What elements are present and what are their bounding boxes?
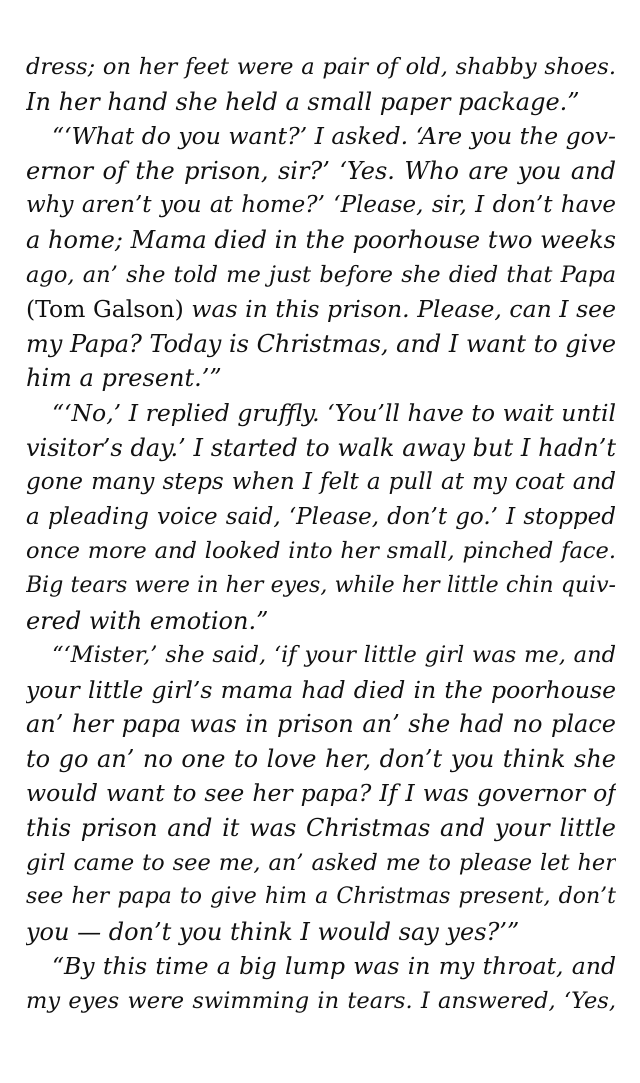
- text-line: ago, an’ she told me just before she died that Papa: [26, 261, 616, 288]
- text-line: “‘Mister,’ she said, ‘if your little girl was me, and: [52, 642, 616, 669]
- text-line: girl came to see me, an’ asked me to please let her: [26, 849, 616, 876]
- name-in-roman: (Tom Galson): [26, 295, 184, 324]
- text-line: a pleading voice said, ‘Please, don’t go.’ I stopped: [26, 503, 616, 530]
- text-line: “‘No,’ I replied gruffly. ‘You’ll have to wait until: [52, 398, 616, 427]
- text-line: you — don’t you think I would say yes?’”: [26, 917, 520, 946]
- text-line: [26, 292, 616, 327]
- text-line: this prison and it was Christmas and your little: [26, 814, 616, 843]
- text-line: my eyes were swimming in tears. I answered, ‘Yes,: [26, 988, 616, 1015]
- text-line: dress; on her feet were a pair of old, shabby shoes.: [26, 54, 616, 80]
- text-line: would want to see her papa? If I was governor of: [26, 779, 616, 808]
- text-line: gone many steps when I felt a pull at my coat and: [26, 469, 616, 496]
- text-line: my Papa? Today is Christmas, and I want to give: [26, 329, 616, 358]
- text-line: an’ her papa was in prison an’ she had no place: [26, 710, 616, 739]
- text-line: why aren’t you at home?’ ‘Please, sir, I don’t have: [26, 192, 616, 219]
- text-line: him a present.’”: [26, 364, 222, 393]
- text-line: “By this time a big lump was in my throat, and: [52, 952, 616, 981]
- text-line: ernor of the prison, sir?’ ‘Yes. Who are you and: [26, 156, 616, 185]
- text-line: ered with emotion.”: [26, 606, 269, 635]
- text-line: once more and looked into her small, pinched face.: [26, 538, 616, 565]
- text-line: “‘What do you want?’ I asked. ‘Are you the gov-: [52, 122, 616, 151]
- text-line: visitor’s day.’ I started to walk away but I hadn’t: [26, 433, 616, 462]
- text-line: see her papa to give him a Christmas present, don’t: [26, 884, 616, 910]
- text-line: a home; Mama died in the poorhouse two weeks: [26, 225, 616, 254]
- text-line: Big tears were in her eyes, while her little chin quiv-: [26, 572, 616, 598]
- line-rest: was in this prison. Please, can I see: [183, 295, 616, 324]
- text-line: In her hand she held a small paper package.”: [26, 87, 580, 116]
- text-line: your little girl’s mama had died in the poorhouse: [26, 675, 616, 704]
- text-line: to go an’ no one to love her, don’t you think she: [26, 744, 616, 773]
